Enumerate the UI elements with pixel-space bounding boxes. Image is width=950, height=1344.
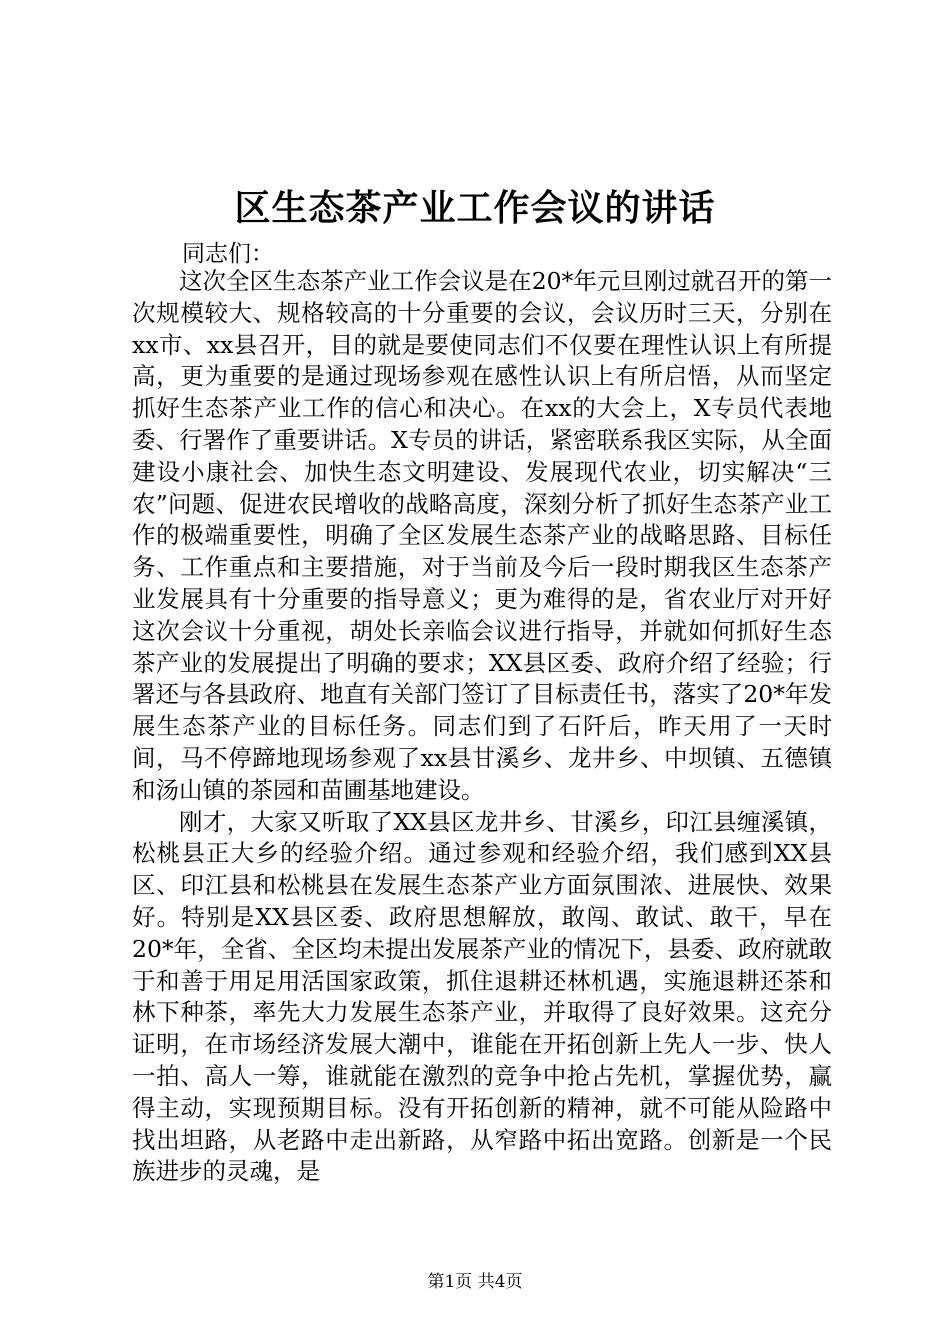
paragraph-2: 刚才，大家又听取了XX县区龙井乡、甘溪乡，印江县缠溪镇，松桃县正大乡的经验介绍。通过参观和经验介绍，我们感到XX县区、印江县和松桃县在发展生态茶产业方面氛围浓、进展快、效果好。特别是XX县区委、政府思想解放，敢闯、敢试、敢干，早在20*年，全省、全区均未提出发展茶产业的情况下，县委、政府就敢于和善于用足用活国家政策，抓住退耕还林机遇，实施退耕还茶和林下种茶，率先大力发展生态茶产业，并取得了良好效果。这充分证明，在市场经济发展大潮中，谁能在开拓创新上先人一步、快人一拍、高人一筹，谁就能在激烈的竞争中抢占先机，掌握优势，赢得主动，实现预期目标。没有开拓创新的精神，就不可能从险路中找出坦路，从老路中走出新路，从窄路中拓出宽路。创新是一个民族进步的灵魂，是 xyxy=(132,807,832,1186)
document-body xyxy=(132,266,832,1188)
page-footer: 第1页 共4页 xyxy=(427,1272,523,1292)
paragraph-1: 这次全区生态茶产业工作会议是在20*年元旦刚过就召开的第一次规模较大、规格较高的十分重要的会议，会议历时三天，分别在xx市、xx县召开，目的就是要使同志们不仅要在理性认识上有所提高，更为重要的是通过现场参观在感性认识上有所启悟，从而坚定抓好生态茶产业工作的信心和决心。在xx的大会上，X专员代表地委、行署作了重要讲话。X专员的讲话，紧密联系我区实际，从全面建设小康社会、加快生态文明建设、发展现代农业，切实解决“三农”问题、促进农民增收的战略高度，深刻分析了抓好生态茶产业工作的极端重要性，明确了全区发展生态茶产业的战略思路、目标任务、工作重点和主要措施，对于当前及今后一段时期我区生态茶产业发展具有十分重要的指导意义；更为难得的是，省农业厅对开好这次会议十分重视，胡处长亲临会议进行指导，并就如何抓好生态茶产业的发展提出了明确的要求；XX县区委、政府介绍了经验；行署还与各县政府、地直有关部门签订了目标责任书，落实了20*年发展生态茶产业的目标任务。同志们到了石阡后，昨天用了一天时间，马不停蹄地现场参观了xx县甘溪乡、龙井乡、中坝镇、五德镇和汤山镇的茶园和苗圃基地建设。 xyxy=(132,267,832,804)
document-title: 区生态茶产业工作会议的讲话 xyxy=(234,187,716,229)
salutation: 同志们： xyxy=(182,241,274,267)
